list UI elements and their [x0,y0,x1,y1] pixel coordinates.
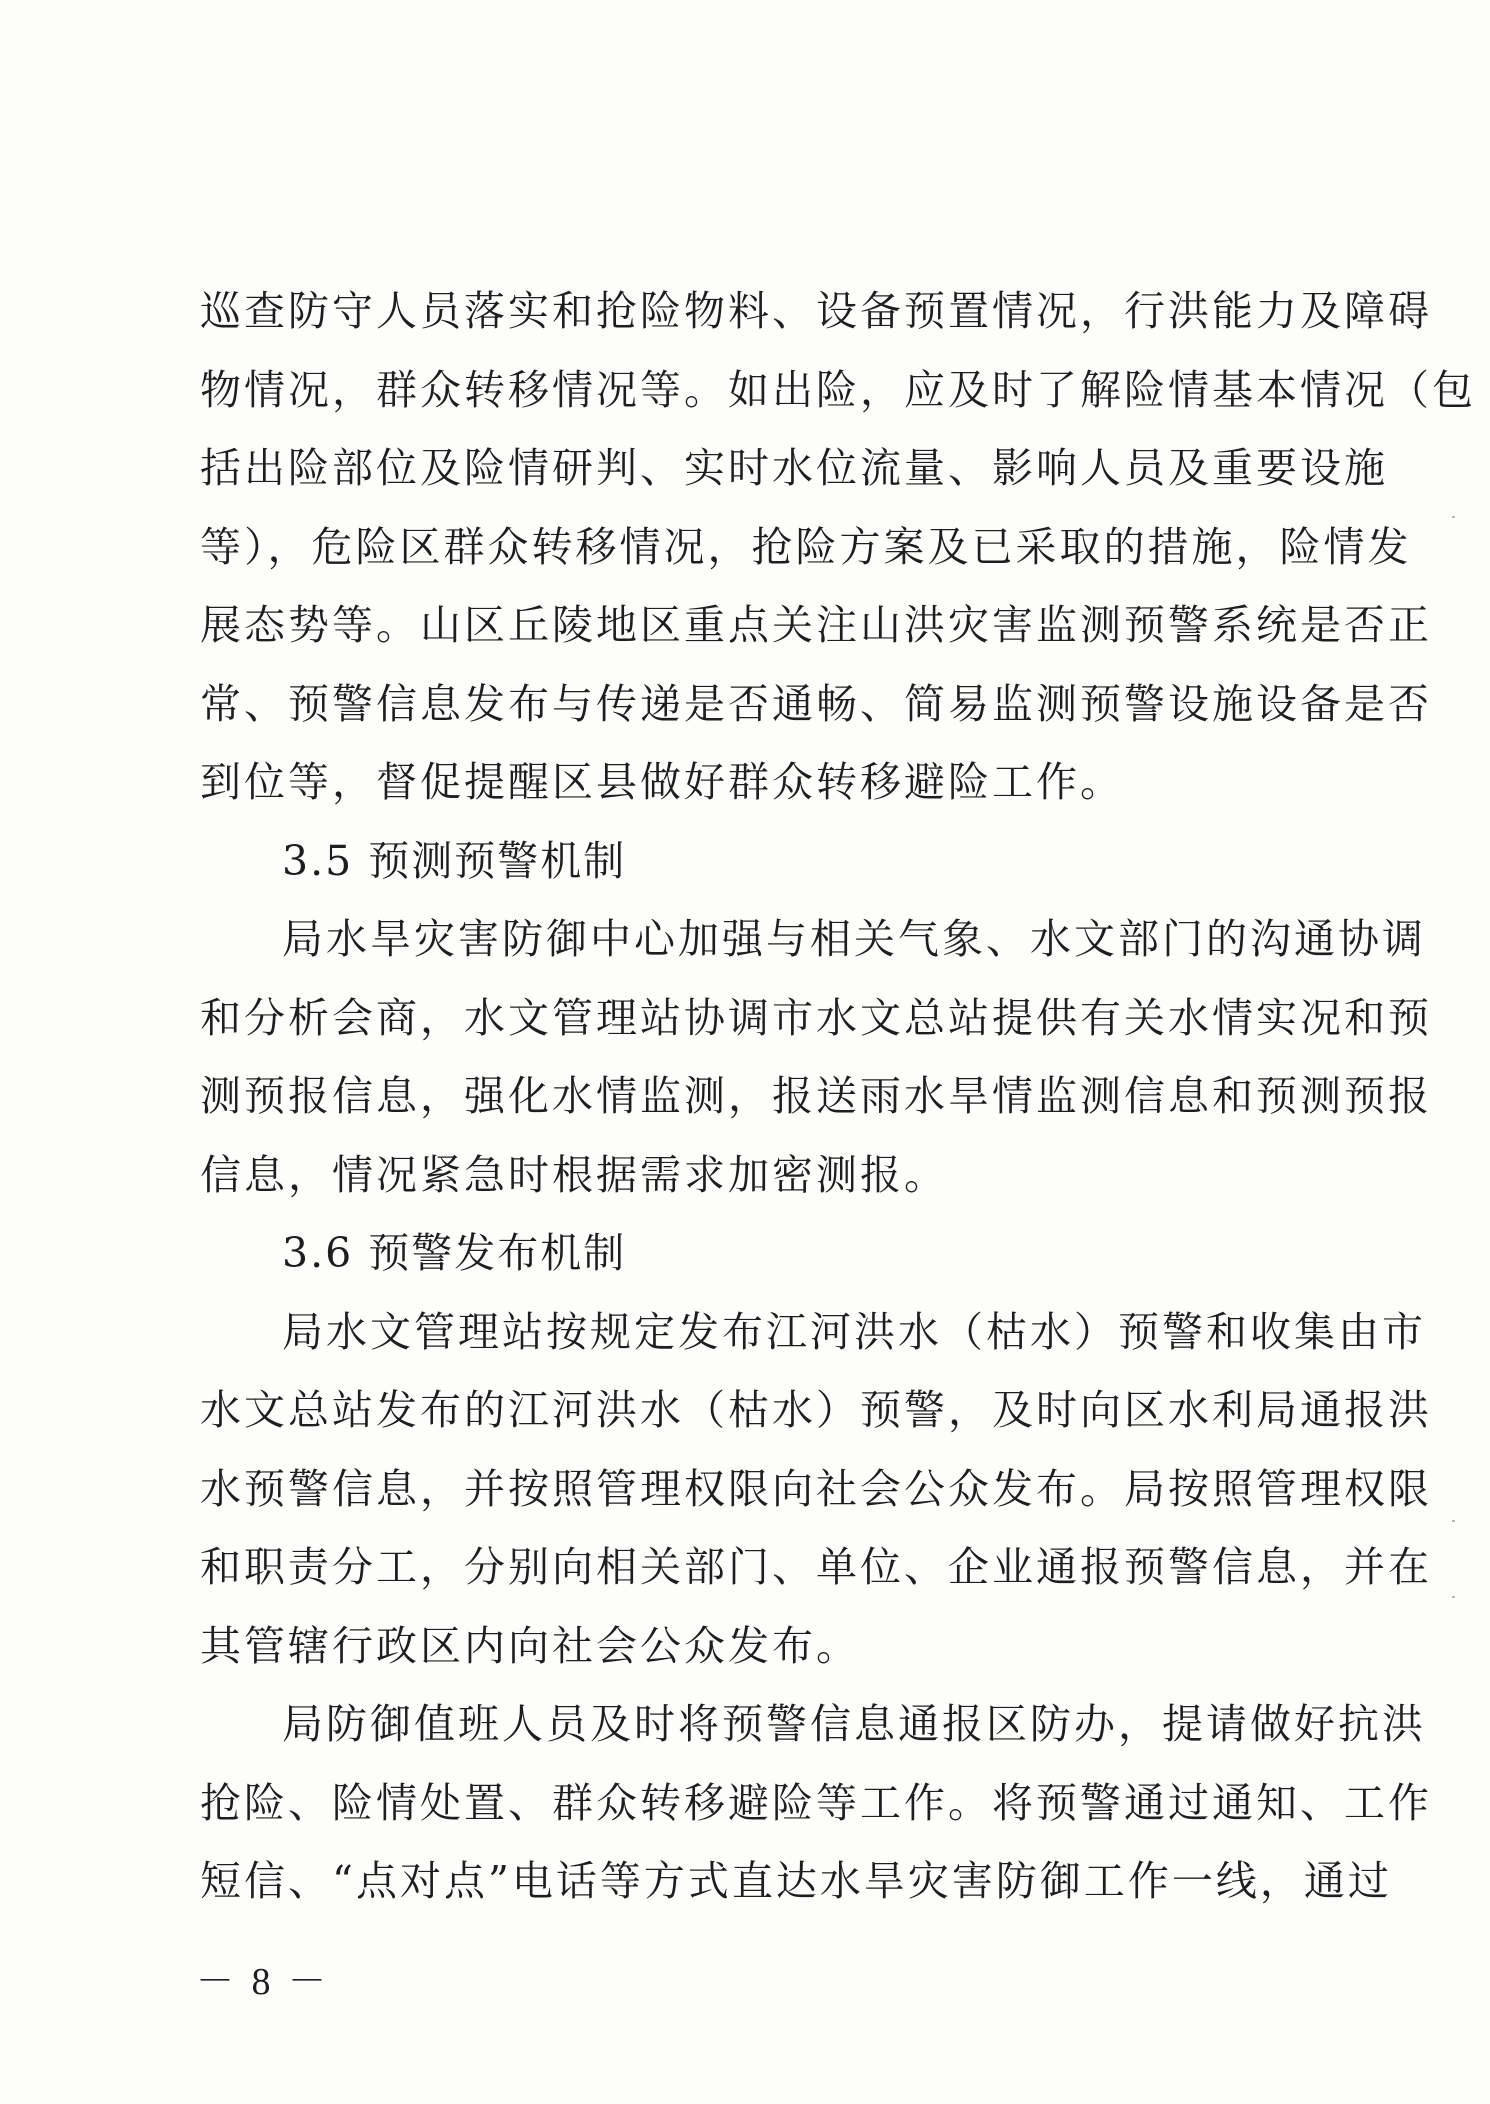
text-line: 抢险、险情处置、群众转移避险等工作。将预警通过通知、工作 [200,1778,1432,1827]
text-line: 括出险部位及险情研判、实时水位流量、影响人员及重要设施 [200,444,1388,492]
text-line: 局防御值班人员及时将预警信息通报区防办，提请做好抗洪 [282,1700,1426,1748]
paragraph [200,1685,1432,1921]
text-line: 物情况，群众转移情况等。如出险，应及时了解险情基本情况（包 [200,365,1476,414]
text-line: 展态势等。山区丘陵地区重点关注山洪灾害监测预警系统是否正 [200,601,1432,649]
document-body [200,272,1476,1921]
text-line: 巡查防守人员落实和抢险物料、设备预置情况，行洪能力及障碍 [200,287,1432,335]
text-line: 局水文管理站按规定发布江河洪水（枯水）预警和收集由市 [282,1307,1426,1356]
paragraph [200,900,1432,1214]
scan-mark [1452,1596,1455,1598]
text-line: 常、预警信息发布与传递是否通畅、简易监测预警设施设备是否 [200,679,1432,728]
text-line: 测预报信息，强化水情监测，报送雨水旱情监测信息和预测预报 [200,1072,1432,1120]
text-line: 和职责分工，分别向相关部门、单位、企业通报预警信息，并在 [200,1543,1432,1591]
section-heading: 3.5 预测预警机制 [282,836,627,885]
scan-mark [1452,1520,1455,1522]
section-heading: 3.6 预警发布机制 [282,1229,627,1277]
paragraph [200,272,1476,822]
text-line: 到位等，督促提醒区县做好群众转移避险工作。 [200,758,1124,806]
page-number: － 8 － [196,1961,331,2003]
text-line: 局水旱灾害防御中心加强与相关气象、水文部门的沟通协调 [282,915,1426,963]
text-line: 水文总站发布的江河洪水（枯水）预警，及时向区水利局通报洪 [200,1386,1432,1434]
text-line: 短信、“点对点”电话等方式直达水旱灾害防御工作一线，通过 [200,1857,1392,1905]
text-line: 其管辖行政区内向社会公众发布。 [200,1621,860,1670]
text-line: 等），危险区群众转移情况，抢险方案及已采取的措施，险情发 [200,522,1412,571]
text-line: 水预警信息，并按照管理权限向社会公众发布。局按照管理权限 [200,1464,1432,1513]
text-line: 和分析会商，水文管理站协调市水文总站提供有关水情实况和预 [200,993,1432,1042]
text-line: 信息，情况紧急时根据需求加密测报。 [200,1150,948,1199]
scan-mark [1452,516,1455,518]
paragraph [200,1293,1432,1686]
